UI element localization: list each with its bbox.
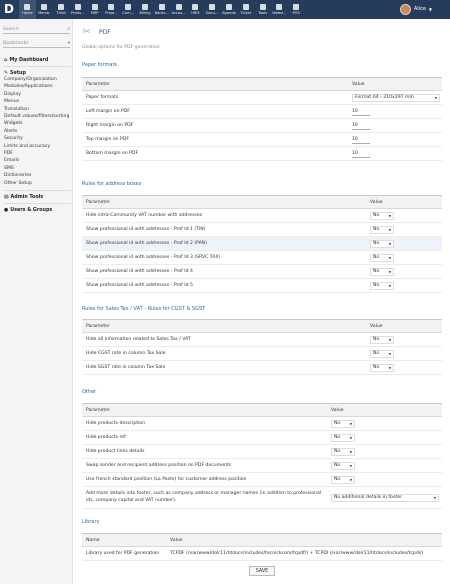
col-header-name: Name [82, 534, 166, 547]
chevron-down-icon: ▼ [349, 477, 352, 482]
user-name[interactable]: Alice [413, 6, 426, 12]
save-button[interactable]: SAVE [249, 566, 275, 576]
parameter-label: Hide products ref. [82, 431, 327, 445]
chevron-down-icon: ▼ [388, 365, 391, 370]
chevron-down-icon: ▼ [388, 255, 391, 260]
table-row [82, 459, 442, 473]
select-value: No additional details in footer [334, 495, 403, 500]
mrp-icon [92, 4, 98, 10]
value-select[interactable] [331, 434, 355, 442]
parameter-label: Top margin on PDF [82, 133, 348, 147]
parameter-label: Hide product lines details [82, 445, 327, 459]
select-value: No [334, 463, 341, 468]
parameter-label: Hide products description [82, 417, 327, 431]
parameter-value-cell [327, 459, 442, 473]
parameter-label: Show professional id with addresses - Prof Id 4 [82, 265, 366, 279]
chevron-down-icon: ▼ [349, 463, 352, 468]
parameter-value-cell [366, 251, 442, 265]
parameter-label: Show professional id with addresses - Prof Id 5 [82, 279, 366, 293]
top-menu-item[interactable] [153, 0, 170, 19]
bookmarks-placeholder: Bookmarks [3, 40, 29, 46]
parameter-label: Bottom margin on PDF [82, 147, 348, 161]
chevron-down-icon: ▼ [388, 269, 391, 274]
table-row [82, 119, 442, 133]
tax-rules-table [82, 319, 442, 375]
table-row [82, 473, 442, 487]
products-icon [75, 4, 81, 10]
margin-input[interactable]: 10 [352, 108, 370, 116]
sidebar-item-users-groups[interactable] [4, 208, 71, 213]
top-menu [19, 0, 305, 19]
value-select[interactable] [370, 254, 394, 262]
top-menu-label: Agenda [222, 11, 236, 16]
col-header-parameter: Parameter [82, 320, 366, 333]
top-menu-item[interactable] [69, 0, 86, 19]
top-menu-label: HRM [191, 11, 200, 16]
ticket-icon [243, 4, 249, 10]
user-menu[interactable] [400, 3, 432, 15]
search-icon: ⌕ [67, 27, 70, 32]
top-menu-item[interactable] [86, 0, 103, 19]
table-row [82, 347, 442, 361]
top-menu-label: Com... [122, 11, 134, 16]
top-menu-item[interactable] [204, 0, 221, 19]
sidebar-item[interactable]: Alerts [4, 128, 18, 134]
section-title-tax: Rules for Sales Tax / VAT - Rules for CGST & SGST [82, 306, 206, 312]
setup-items [4, 76, 71, 187]
value-select[interactable] [331, 448, 355, 456]
sidebar-item[interactable]: PDF [4, 151, 13, 157]
table-row [82, 487, 442, 509]
users-icon: ● [4, 208, 9, 214]
section-title-address: Rules for address boxes [82, 181, 142, 187]
sidebar-item[interactable]: Modules/Applications [4, 84, 53, 90]
wrench-icon: ✎ [4, 71, 9, 76]
parameter-value-cell [348, 133, 442, 147]
commerce-icon [125, 4, 131, 10]
select-value: No [334, 435, 341, 440]
top-menu-item[interactable] [221, 0, 238, 19]
left-sidebar [0, 19, 73, 584]
sidebar-nav [4, 58, 71, 213]
select-value: No [373, 227, 380, 232]
chevron-down-icon: ▼ [349, 449, 352, 454]
top-menu-item[interactable] [53, 0, 70, 19]
page-title: PDF [99, 28, 111, 36]
top-menu-label: POS [292, 11, 300, 16]
table-row [82, 361, 442, 375]
home-icon: ⌂ [4, 58, 8, 63]
parameter-value-cell [366, 237, 442, 251]
top-menu-label: Accou... [171, 11, 186, 16]
select-value: No [373, 283, 380, 288]
select-value: No [373, 365, 380, 370]
home-icon [24, 4, 30, 10]
tools-icon: ▤ [4, 195, 9, 201]
library-table [82, 533, 442, 561]
chevron-down-icon: ▼ [433, 495, 436, 500]
chevron-down-icon[interactable]: ▼ [428, 6, 432, 12]
select-value: No [373, 351, 380, 356]
search-input[interactable] [3, 25, 70, 34]
top-menu-item[interactable] [19, 0, 36, 19]
pos-icon [293, 4, 299, 10]
sidebar-item-label: Users & Groups [10, 208, 53, 214]
parameter-label: Show professional id with addresses - Prof Id 3 (SRVC TAX) [82, 251, 366, 265]
select-value: Format A4 - 210x297 mm [355, 95, 414, 100]
top-menu-label: Memb. [38, 11, 51, 16]
parameter-value-cell [327, 417, 442, 431]
select-value: No [373, 241, 380, 246]
chevron-down-icon: ▼ [388, 351, 391, 356]
parameter-label: Use french standard position (La Poste) for customer address position [82, 473, 327, 487]
divider [4, 66, 71, 67]
col-header-value: Value [366, 196, 442, 209]
value-select[interactable] [370, 282, 394, 290]
sidebar-item[interactable]: Other Setup [4, 180, 32, 186]
parameter-label: Left margin on PDF [82, 105, 348, 119]
website-icon [276, 4, 282, 10]
chevron-down-icon: ▼ [349, 421, 352, 426]
col-header-value: Value [166, 534, 442, 547]
value-select[interactable] [352, 94, 440, 102]
top-menu-label: Banks... [154, 11, 169, 16]
agenda-icon [226, 4, 232, 10]
table-row [82, 251, 442, 265]
table-row [82, 279, 442, 293]
parameter-value-cell [348, 119, 442, 133]
hrm-icon [192, 4, 198, 10]
parameter-label: Hide SGST rate in column Tax Sale [82, 361, 366, 375]
top-menu-label: Produ... [70, 11, 85, 16]
value-select[interactable] [370, 364, 394, 372]
chevron-down-icon: ▼ [349, 435, 352, 440]
value-select[interactable] [370, 268, 394, 276]
parameter-value-cell [366, 333, 442, 347]
sidebar-item[interactable]: Default values/filters/sorting [4, 114, 70, 120]
table-row [82, 133, 442, 147]
dolibarr-logo-icon[interactable]: D [4, 2, 14, 16]
value-select[interactable] [331, 476, 355, 484]
top-menu-item[interactable] [187, 0, 204, 19]
bookmarks-select[interactable] [3, 39, 70, 48]
top-menu-item[interactable] [103, 0, 120, 19]
sidebar-item[interactable]: Widgets [4, 121, 23, 127]
parameter-value-cell [327, 473, 442, 487]
select-value: No [373, 337, 380, 342]
chevron-down-icon: ▼ [434, 95, 437, 100]
section-title-paper: Paper formats [82, 62, 118, 68]
banks-icon [159, 4, 165, 10]
top-menu-label: Billing [139, 11, 151, 16]
col-header-value: Value [327, 404, 442, 417]
table-row [82, 417, 442, 431]
parameter-value-cell [327, 445, 442, 459]
value-select[interactable] [370, 350, 394, 358]
top-menu-label: Home [22, 11, 33, 16]
page-description: Global options for PDF generation [82, 45, 160, 50]
parameter-label: Show professional id with addresses - Prof Id 2 (PAN) [82, 237, 366, 251]
table-row [82, 265, 442, 279]
page-header [82, 26, 111, 38]
parameter-value-cell [366, 209, 442, 223]
parameter-value-cell [327, 487, 442, 509]
parameter-value-cell [366, 347, 442, 361]
select-value: No [373, 255, 380, 260]
parameter-label: Hide CGST rate in column Tax Sale [82, 347, 366, 361]
col-header-value: Value [348, 78, 442, 91]
parameter-label: Swap sender and recipient address position on PDF documents [82, 459, 327, 473]
col-header-parameter: Parameter [82, 78, 348, 91]
top-menu-label: Third [56, 11, 66, 16]
members-icon [41, 4, 47, 10]
sidebar-item[interactable]: Emails [4, 158, 20, 164]
section-title-library: Library [82, 519, 100, 525]
table-row [82, 91, 442, 105]
value-select[interactable] [370, 212, 394, 220]
select-value: No [373, 269, 380, 274]
avatar[interactable] [400, 4, 411, 15]
margin-input[interactable]: 10 [352, 150, 370, 158]
parameter-label: Add more details into footer, such as company address or manager names (in addition to professional ids, company capital and VAT number). [82, 487, 327, 509]
select-value: No [334, 477, 341, 482]
accounting-icon [176, 4, 182, 10]
documents-icon [209, 4, 215, 10]
top-menu-item[interactable] [254, 0, 271, 19]
sidebar-item[interactable]: Dictionaries [4, 173, 32, 179]
chevron-down-icon: ▼ [388, 227, 391, 232]
address-rules-table [82, 195, 442, 293]
col-header-value: Value [366, 320, 442, 333]
table-row [82, 445, 442, 459]
top-menu-label: MRP [90, 11, 99, 16]
top-menu-label: Docu... [205, 11, 219, 16]
table-row [82, 147, 442, 161]
select-value: No [334, 449, 341, 454]
table-row [82, 209, 442, 223]
parameter-value-cell [366, 361, 442, 375]
third-party-icon [58, 4, 64, 10]
parameter-label: Hide all information related to Sales Tax / VAT [82, 333, 366, 347]
projects-icon [108, 4, 114, 10]
table-row [82, 237, 442, 251]
parameter-label: Paper formats [82, 91, 348, 105]
parameter-label: Right margin on PDF [82, 119, 348, 133]
library-value: TCPDF (/var/www/dolr11/htdocs/includes/tecnickcom/tcpdf/) + TCPDI (/var/www/dolr11/htdocs/includes/tcpdi/) [166, 547, 442, 561]
parameter-value-cell [327, 431, 442, 445]
sidebar-item-label: Setup [10, 71, 26, 76]
margin-input[interactable]: 10 [352, 122, 370, 130]
value-select[interactable] [331, 462, 355, 470]
other-options-table [82, 403, 442, 509]
sidebar-item[interactable]: Limits and accuracy [4, 143, 51, 149]
parameter-value-cell [348, 91, 442, 105]
parameter-label: Show professional id with addresses - Prof Id 1 (TIN) [82, 223, 366, 237]
top-menu-label: Ticket [240, 11, 252, 16]
sidebar-item[interactable]: Display [4, 91, 21, 97]
chevron-down-icon: ▼ [388, 283, 391, 288]
value-select[interactable] [370, 240, 394, 248]
parameter-value-cell [366, 223, 442, 237]
paper-formats-table [82, 77, 442, 161]
chevron-down-icon: ▾ [67, 40, 70, 46]
table-row [82, 105, 442, 119]
divider [4, 190, 71, 191]
chevron-down-icon: ▼ [388, 337, 391, 342]
top-menu-item[interactable] [170, 0, 187, 19]
value-select[interactable] [331, 494, 439, 502]
parameter-value-cell [366, 265, 442, 279]
library-label: Library used for PDF generation [82, 547, 166, 561]
top-menu-label: Proje... [105, 11, 118, 16]
sidebar-item-label: Admin Tools [10, 195, 44, 201]
table-row [82, 223, 442, 237]
value-select[interactable] [370, 226, 394, 234]
top-menu-item[interactable] [288, 0, 305, 19]
parameter-value-cell [366, 279, 442, 293]
sidebar-item[interactable]: Translation [4, 106, 30, 112]
parameter-label: Hide intra-Community VAT number with addresses [82, 209, 366, 223]
top-menu-item[interactable] [120, 0, 137, 19]
search-placeholder: Search [3, 26, 19, 32]
col-header-parameter: Parameter [82, 196, 366, 209]
section-title-other: Other [82, 389, 97, 395]
table-row [82, 333, 442, 347]
sidebar-item-label: My Dashboard [9, 58, 49, 63]
tools-icon: ✂ [82, 25, 92, 38]
sidebar-item-my-dashboard[interactable] [4, 58, 71, 63]
chevron-down-icon: ▼ [388, 213, 391, 218]
top-menu-item[interactable] [237, 0, 254, 19]
value-select[interactable] [370, 336, 394, 344]
table-row [82, 431, 442, 445]
value-select[interactable] [331, 420, 355, 428]
top-menu-label: Tools [258, 11, 267, 16]
tools-icon [260, 4, 266, 10]
top-menu-label: Websi... [272, 11, 287, 16]
top-menu-item[interactable] [137, 0, 154, 19]
divider [4, 203, 71, 204]
col-header-parameter: Parameter [82, 404, 327, 417]
sidebar-item[interactable]: Menus [4, 99, 20, 105]
top-menu-bar [0, 0, 450, 19]
billing-icon [142, 4, 148, 10]
top-menu-item[interactable] [271, 0, 288, 19]
select-value: No [373, 213, 380, 218]
sidebar-item[interactable]: Security [4, 136, 23, 142]
select-value: No [334, 421, 341, 426]
chevron-down-icon: ▼ [388, 241, 391, 246]
sidebar-item[interactable]: Company/Organization [4, 77, 57, 82]
top-menu-item[interactable] [36, 0, 53, 19]
margin-input[interactable]: 10 [352, 136, 370, 144]
sidebar-item-admin-tools[interactable] [4, 195, 71, 200]
parameter-value-cell [348, 105, 442, 119]
sidebar-item[interactable]: SMS [4, 165, 14, 171]
parameter-value-cell [348, 147, 442, 161]
